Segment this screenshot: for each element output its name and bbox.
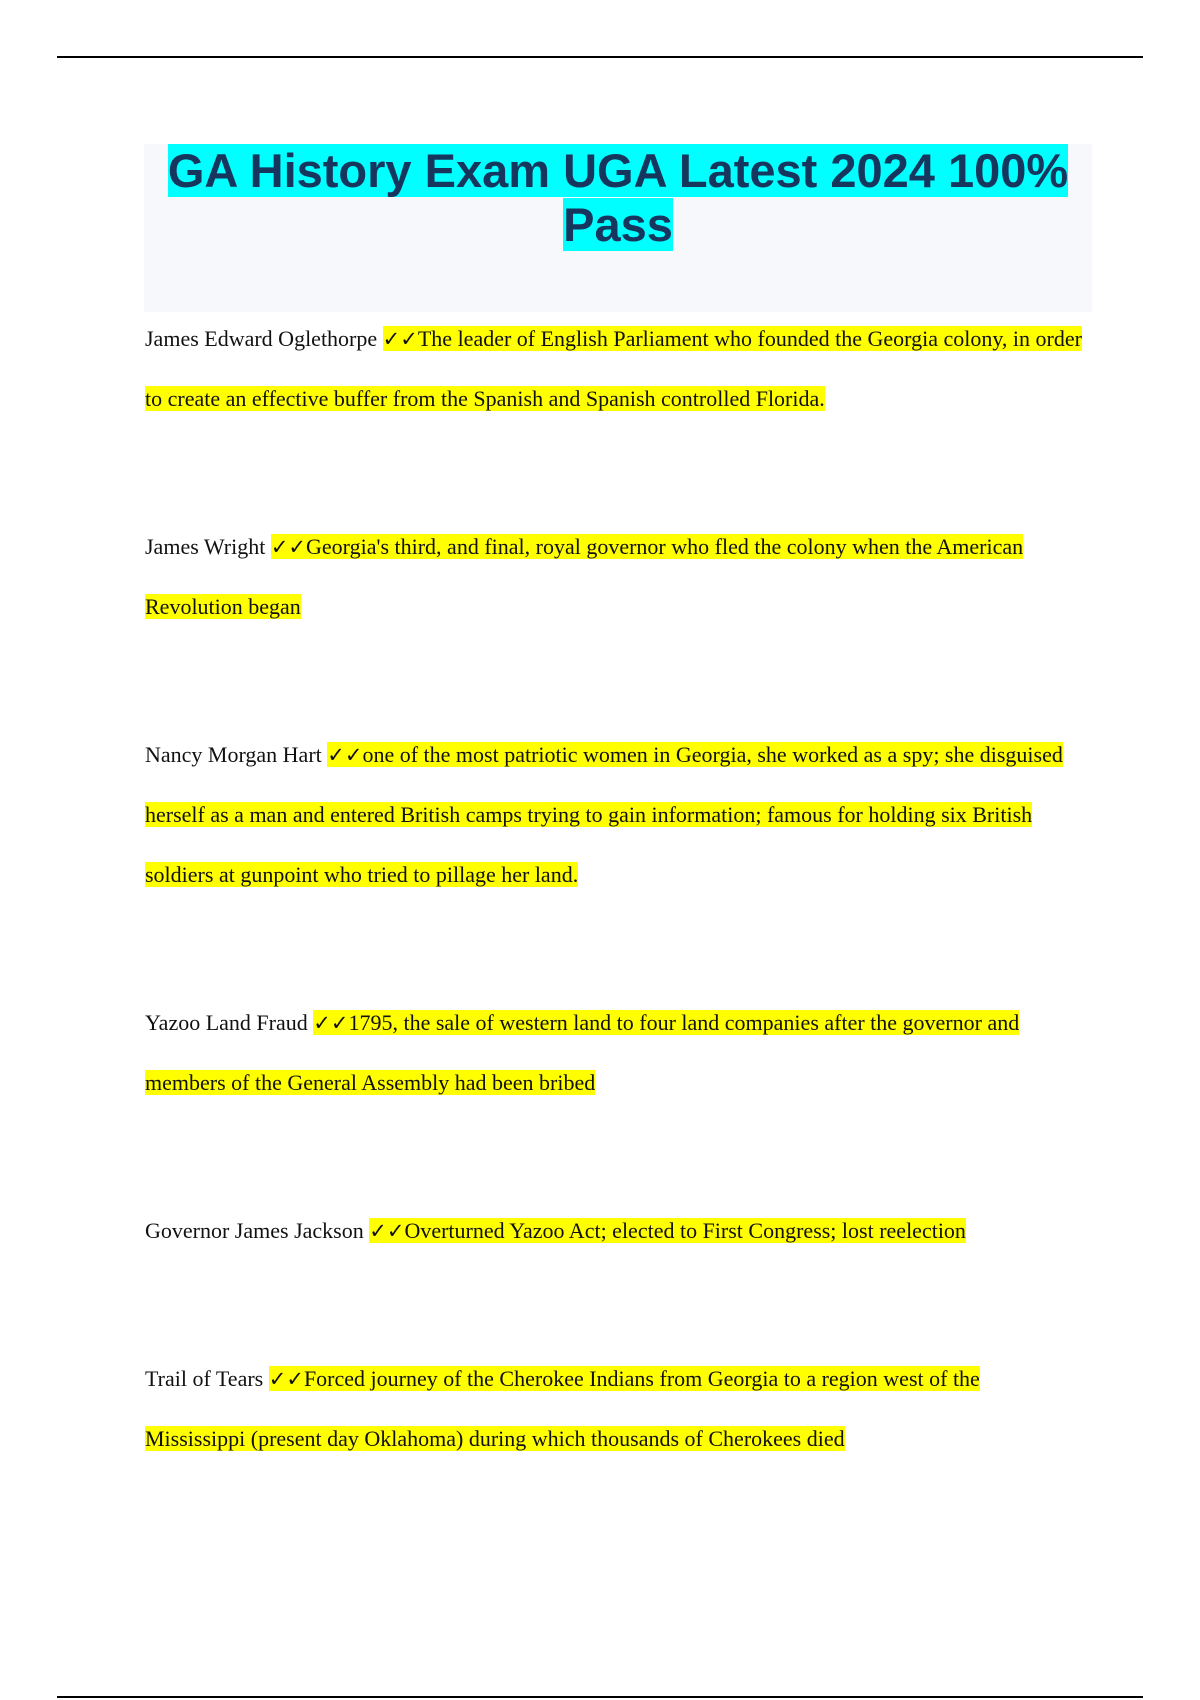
document-title-text: GA History Exam UGA Latest 2024 100% Pass <box>167 144 1069 251</box>
bottom-divider <box>57 1696 1143 1698</box>
top-divider <box>57 56 1143 58</box>
flashcard-entry <box>145 309 1085 429</box>
entry-definition <box>145 534 1023 619</box>
entry-term: Trail of Tears <box>145 1366 264 1391</box>
flashcard-entry <box>145 1201 1085 1261</box>
double-check-icon: ✓✓ <box>382 327 418 351</box>
double-check-icon: ✓✓ <box>369 1219 405 1243</box>
entry-definition-text: Overturned Yazoo Act; elected to First Congress; lost reelection <box>404 1218 966 1243</box>
entry-definition <box>145 1366 980 1451</box>
entry-definition-text: The leader of English Parliament who founded the Georgia colony, in order to create an effective buffer from the Spanish and Spanish controlled Florida. <box>145 326 1082 411</box>
entry-term: Nancy Morgan Hart <box>145 742 322 767</box>
double-check-icon: ✓✓ <box>313 1011 349 1035</box>
entry-definition-text: Forced journey of the Cherokee Indians from Georgia to a region west of the Mississippi (present day Oklahoma) during which thousands of Cherokees died <box>145 1366 980 1451</box>
entry-definition-text: one of the most patriotic women in Georgia, she worked as a spy; she disguised herself as a man and entered British camps trying to gain information; famous for holding six British soldiers at gunpoint who tried to pillage her land. <box>145 742 1063 887</box>
title-block <box>144 144 1092 312</box>
entry-definition-text: 1795, the sale of western land to four land companies after the governor and members of the General Assembly had been bribed <box>145 1010 1020 1095</box>
double-check-icon: ✓✓ <box>270 535 307 559</box>
flashcard-entry <box>145 993 1085 1113</box>
entry-definition <box>369 1218 966 1243</box>
flashcard-entry <box>145 725 1085 905</box>
entry-term: James Edward Oglethorpe <box>145 326 378 351</box>
double-check-icon: ✓✓ <box>327 743 363 767</box>
entry-term: Yazoo Land Fraud <box>145 1010 308 1035</box>
double-check-icon: ✓✓ <box>268 1367 304 1391</box>
flashcard-entry <box>145 517 1085 637</box>
flashcard-list <box>145 309 1085 1469</box>
document-title <box>144 144 1092 252</box>
flashcard-entry <box>145 1349 1085 1469</box>
entry-term: Governor James Jackson <box>145 1218 364 1243</box>
entry-term: James Wright <box>145 534 266 559</box>
entry-definition-text: Georgia's third, and final, royal governor who fled the colony when the American Revolution began <box>145 534 1024 619</box>
